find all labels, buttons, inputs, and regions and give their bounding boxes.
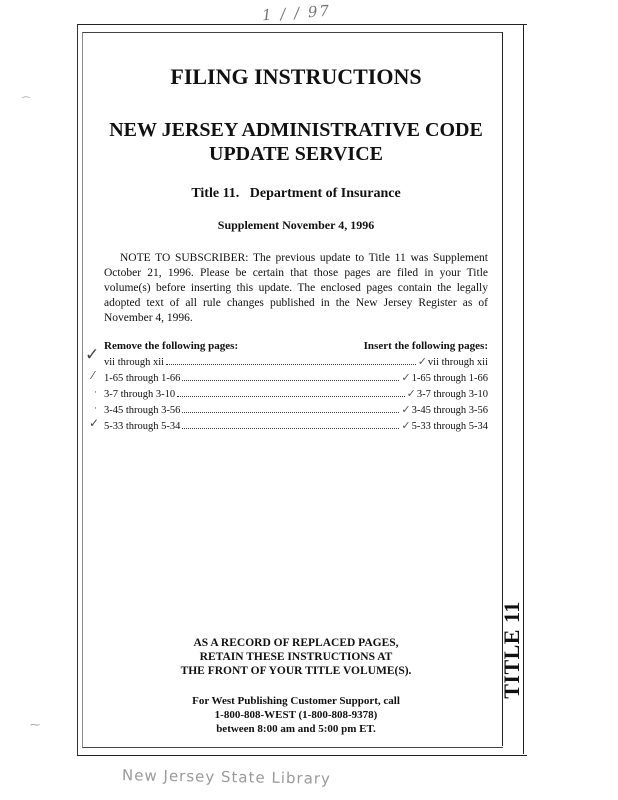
- insert-pages: 5-33 through 5-34: [411, 421, 488, 432]
- list-item: [94, 402, 488, 418]
- list-item: [94, 386, 488, 402]
- leader-dots: [182, 427, 399, 429]
- checkmark-icon: ✓: [401, 419, 411, 432]
- record-instructions: [104, 636, 488, 678]
- code-title-line-1: NEW JERSEY ADMINISTRATIVE CODE: [109, 119, 483, 141]
- support-line-1: For West Publishing Customer Support, call: [192, 695, 400, 707]
- checkmark-icon: ✓: [401, 371, 411, 384]
- record-line-3: THE FRONT OF YOUR TITLE VOLUME(S).: [180, 665, 412, 677]
- leader-dots: [182, 411, 399, 413]
- remove-pages: 3-7 through 3-10: [104, 389, 176, 400]
- checkmark-icon: ✓: [401, 403, 411, 416]
- leader-dots: [177, 395, 404, 397]
- record-line-2: RETAIN THESE INSTRUCTIONS AT: [199, 651, 393, 663]
- leader-dots: [166, 363, 416, 365]
- pages-header: [104, 340, 488, 352]
- document-title: FILING INSTRUCTIONS: [170, 64, 422, 89]
- title-number: Title 11. Department of Insurance: [191, 186, 401, 201]
- code-title-line-2: UPDATE SERVICE: [209, 143, 383, 165]
- checkmark-icon: ✓: [417, 355, 427, 368]
- support-phone: 1-800-808-WEST (1-800-808-9378): [214, 709, 378, 721]
- leader-dots: [182, 379, 399, 381]
- checkmark-icon: ✓: [406, 387, 416, 400]
- checkmark-icon: ·: [94, 404, 97, 414]
- remove-pages: vii through xii: [104, 357, 165, 368]
- remove-pages: 1-65 through 1-66: [104, 373, 181, 384]
- checkmark-icon: ✓: [89, 416, 100, 430]
- insert-pages: 3-45 through 3-56: [411, 405, 488, 416]
- checkmark-icon: ·: [94, 388, 97, 398]
- margin-mark: ⁓: [30, 720, 40, 731]
- checkmark-icon: ⁄: [92, 369, 94, 382]
- customer-support-info: [104, 694, 488, 736]
- list-item: [92, 369, 488, 386]
- checkmark-icon: ✓: [85, 345, 100, 365]
- support-hours: between 8:00 am and 5:00 pm ET.: [216, 723, 376, 735]
- margin-mark: ⁔: [22, 88, 31, 99]
- supplement-date: Supplement November 4, 1996: [217, 218, 375, 232]
- spine-title-label: TITLE 11: [499, 601, 524, 699]
- list-item: [89, 416, 488, 434]
- insert-pages-header: Insert the following pages:: [363, 340, 488, 352]
- document-body: [85, 64, 488, 434]
- handwritten-date-annotation: 1 / / 97: [261, 1, 332, 25]
- library-stamp: New Jersey State Library: [121, 766, 332, 788]
- insert-pages: vii through xii: [427, 357, 488, 368]
- remove-pages: 5-33 through 5-34: [104, 421, 181, 432]
- remove-pages: 3-45 through 3-56: [104, 405, 181, 416]
- insert-pages: 1-65 through 1-66: [411, 373, 488, 384]
- record-line-1: AS A RECORD OF REPLACED PAGES,: [193, 637, 399, 649]
- subscriber-note: NOTE TO SUBSCRIBER: The previous update to Title 11 was Supplement October 21, 1996. Please be certain that those pages are filed in your Title volume(s) before inserting this update. The enclosed pages contain the legally adopted text of all rule changes published in the New Jersey Register as of November 4, 1996.: [104, 252, 488, 324]
- code-title: [104, 118, 488, 166]
- remove-pages-header: Remove the following pages:: [104, 340, 239, 352]
- insert-pages: 3-7 through 3-10: [416, 389, 488, 400]
